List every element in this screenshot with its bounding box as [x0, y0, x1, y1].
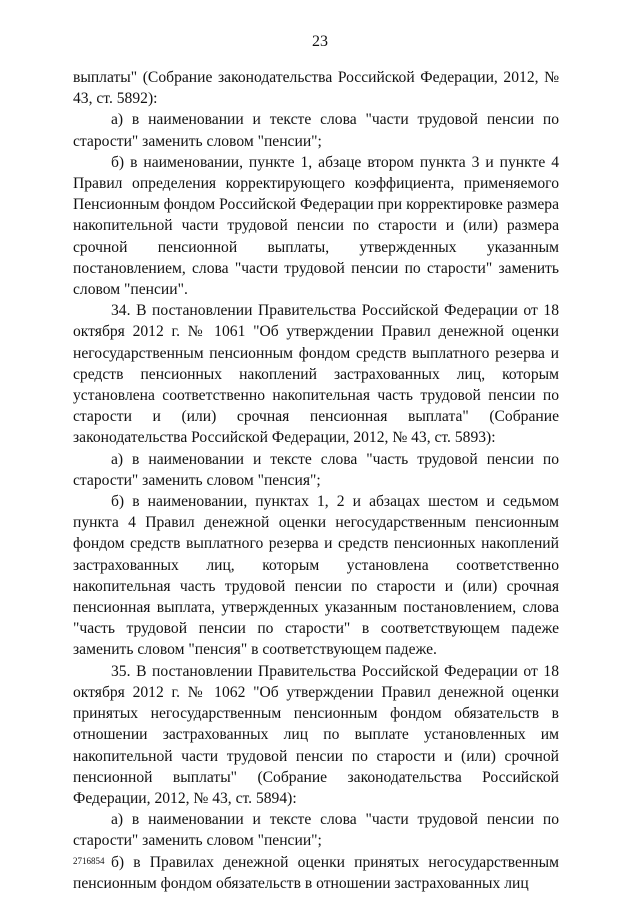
paragraph-clause-35: 35. В постановлении Правительства Российской Федерации от 18 октября 2012 г. № 1062 "Об утверждении Правил денежной оценки принятых негосударственным пенсионным фондом обязательств в отношении застрахованных лиц по выплате установленных им накопительной части трудовой пенсии по старости и (или) срочной пенсионной выплаты" (Собрание законодательства Российской Федерации, 2012, № 43, ст. 5894): [73, 662, 559, 807]
paragraph-item-b: б) в наименовании, пункте 1, абзаце втором пункта 3 и пункте 4 Правил определения корректирующего коэффициента, применяемого Пенсионным фондом Российской Федерации при корректировке размера накопительной части трудовой пенсии по старости и (или) размера срочной пенсионной выплаты, утвержденных указанным постановлением, слова "части трудовой пенсии по старости" заменить словом "пенсии". [73, 153, 559, 299]
paragraph-continuation: выплаты" (Собрание законодательства Российской Федерации, 2012, № 43, ст. 5892): [73, 69, 559, 108]
document-code: 2716854 [73, 856, 105, 866]
paragraph-clause-34: 34. В постановлении Правительства Российской Федерации от 18 октября 2012 г. № 1061 "Об утверждении Правил денежной оценки негосударственным пенсионным фондом средств выплатного резерва и средств пенсионных накоплений застрахованных лиц, которым установлена соответственно накопительная часть трудовой пенсии по старости и (или) срочная пенсионная выплата" (Собрание законодательства Российской Федерации, 2012, № 43, ст. 5893): [73, 302, 559, 447]
paragraph-item-a: а) в наименовании и тексте слова "часть трудовой пенсии по старости" заменить словом "пенсия"; [73, 450, 559, 489]
document-body [73, 67, 559, 894]
paragraph-item-b: б) в Правилах денежной оценки принятых негосударственным пенсионным фондом обязательств в отношении застрахованных лиц [73, 853, 559, 892]
page-number: 23 [312, 33, 328, 50]
paragraph-item-b: б) в наименовании, пунктах 1, 2 и абзацах шестом и седьмом пункта 4 Правил денежной оценки негосударственным пенсионным фондом средств выплатного резерва и средств пенсионных накоплений застрахованных лиц, которым установлена соответственно накопительная часть трудовой пенсии по старости и (или) срочная пенсионная выплата, утвержденных указанным постановлением, слова "часть трудовой пенсии по старости" в соответствующем падеже заменить словом "пенсия" в соответствующем падеже. [73, 493, 559, 659]
paragraph-item-a: а) в наименовании и тексте слова "части трудовой пенсии по старости" заменить словом "пенсии"; [73, 811, 559, 850]
paragraph-item-a: а) в наименовании и тексте слова "части трудовой пенсии по старости" заменить словом "пенсии"; [73, 111, 559, 150]
